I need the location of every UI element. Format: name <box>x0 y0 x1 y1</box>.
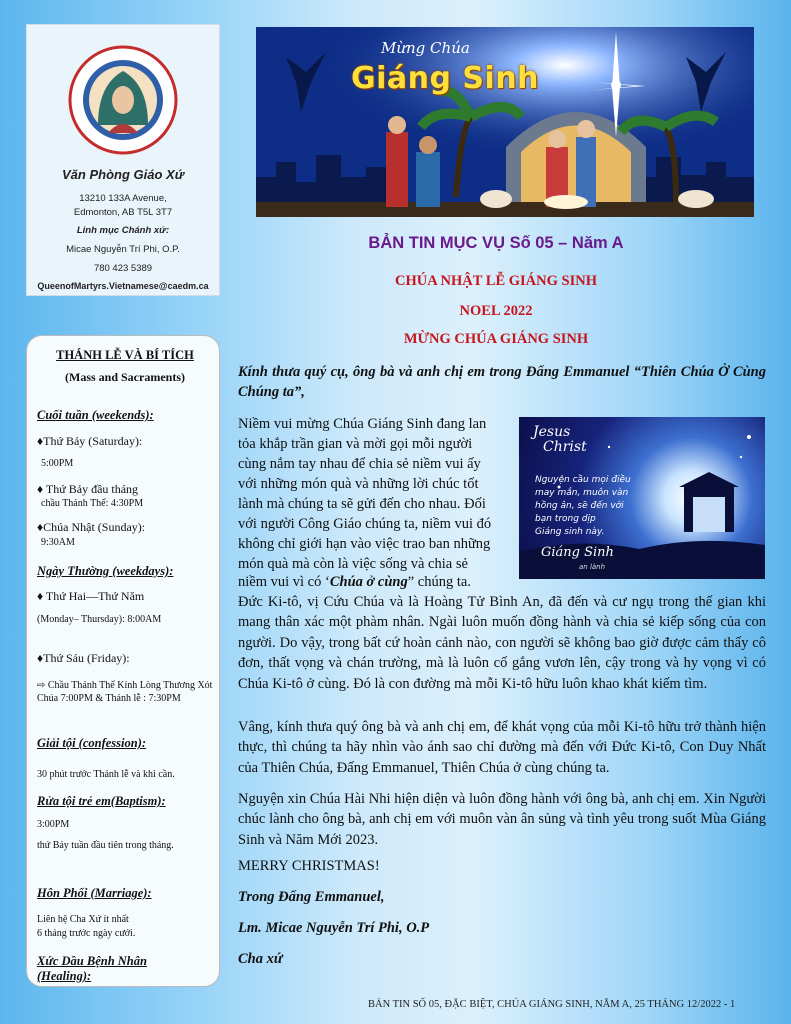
office-email[interactable]: QueenofMartyrs.Vietnamese@caedm.ca <box>37 281 209 291</box>
p1-last-line <box>238 572 518 592</box>
baptism-time: 3:00PM <box>37 819 70 830</box>
p1-line: không chỉ giới hạn vào việc trao ban những <box>238 536 491 552</box>
sunday-label: ♦Chúa Nhật (Sunday): <box>37 520 146 534</box>
banner-title: Giáng Sinh <box>351 61 540 96</box>
weekends-heading: Cuối tuần (weekends): <box>37 408 154 422</box>
greeting-text: Kính thưa quý cụ, ông bà và anh chị em trong Đấng Emmanuel “Thiên Chúa Ở Cùng Chúng ta”, <box>238 364 766 400</box>
p1-line: tỏa khắp trần gian và mời gọi mỗi người <box>238 436 473 452</box>
office-title: Văn Phòng Giáo Xứ <box>62 167 184 182</box>
confession-note: 30 phút trước Thánh lễ và khi cần. <box>37 769 175 780</box>
p1-last-b: ” chúng ta. <box>407 574 471 590</box>
closing-signature: Lm. Micae Nguyễn Trí Phi, O.P <box>238 920 430 936</box>
office-phone: 780 423 5389 <box>93 263 153 274</box>
card-wish-line3: hồng ân, sẽ đến với <box>535 501 624 511</box>
baptism-heading: Rửa tội trẻ em(Baptism): <box>37 794 166 808</box>
weekdays-heading: Ngày Thường (weekdays): <box>37 564 174 578</box>
paragraph-3: Nguyện xin Chúa Hài Nhi hiện diện và luôn đồng hành với ông bà, anh chị em. Xin Người chúc lành cho ông bà, anh chị em với muôn vàn ân sủng và tình yêu trong suốt Mùa Giáng Sinh và Năm Mới 2023. <box>238 791 766 848</box>
merry-christmas: MERRY CHRISTMAS! <box>238 858 380 874</box>
paragraph-1-continued: Đức Ki-tô, vị Cứu Chúa và là Hoàng Tử Bình An, đã đến và cư ngụ trong thế gian khi mang thân xác một phàm nhân. Ngài luôn muốn đồng hành và chia sẻ kiếp sống của con người. Do vậy, trong bất cứ hoàn cảnh nào, con người sẽ không bao giờ được cảm thấy cô đơn, thất vọng và chán trường, mà là luôn cố gắng vươn lên, cậy trong và hy vọng vì có Chúa Ki-tô ở cùng. Đó là con đường mà mỗi Ki-tô hữu luôn khao khát kiếm tìm. <box>238 594 766 692</box>
closing-title: Cha xứ <box>238 951 283 967</box>
nativity-scene-illustration <box>256 27 754 217</box>
office-address-line2: Edmonton, AB T5L 3T7 <box>73 207 173 218</box>
heading-sunday-christmas: CHÚA NHẬT LỄ GIÁNG SINH <box>395 273 597 289</box>
p1-line: với người Công Giáo chúng ta, niềm vui đó <box>238 516 492 532</box>
card-wish-line2: may mắn, muôn vàn <box>535 488 629 498</box>
saturday-label: ♦Thứ Bảy (Saturday): <box>37 434 143 448</box>
parish-office-box <box>26 24 220 296</box>
card-signature-sub: an lành <box>579 563 606 571</box>
monday-thursday-label: ♦ Thứ Hai—Thứ Năm <box>37 589 145 603</box>
bulletin-title: BẢN TIN MỤC VỤ Số 05 – Năm A <box>368 234 624 252</box>
heading-celebrate-christmas: MỪNG CHÚA GIÁNG SINH <box>403 331 589 347</box>
pastor-label: Linh mục Chánh xứ: <box>76 225 170 236</box>
first-saturday-label: ♦ Thứ Bảy đầu tháng <box>37 482 139 496</box>
heading-noel-2022: NOEL 2022 <box>459 303 533 319</box>
baptism-note: thứ Bảy tuần đầu tiên trong tháng. <box>37 840 174 851</box>
jesus-christ-card <box>519 417 765 579</box>
p1-emphasis: Chúa ở cùng <box>329 574 408 590</box>
mass-subtitle: (Mass and Sacraments) <box>65 370 185 384</box>
card-title-christ: Christ <box>543 439 587 455</box>
p1-line: cùng nắm tay nhau để chia sẻ niềm vui ấy <box>238 456 481 472</box>
marriage-heading: Hôn Phối (Marriage): <box>37 886 152 900</box>
monday-thursday-time: (Monday– Thursday): 8:00AM <box>37 614 162 625</box>
page-footer: BẢN TIN SỐ 05, ĐẶC BIỆT, CHÚA GIÁNG SINH, NĂM A, 25 THÁNG 12/2022 - 1 <box>368 999 736 1010</box>
card-signature: Giáng Sinh <box>541 545 614 560</box>
confession-heading: Giải tội (confession): <box>37 736 147 750</box>
mass-sacraments-box <box>26 335 220 987</box>
closing-line1: Trong Đấng Emmanuel, <box>238 889 385 905</box>
card-wish-line4: bạn trong dịp <box>535 514 596 524</box>
friday-note: ⇨ Chầu Thánh Thể Kính Lòng Thương Xót Chúa 7:00PM & Thánh lễ : 7:30PM <box>37 680 213 704</box>
office-address-line1: 13210 133A Avenue, <box>79 193 167 204</box>
card-wish-line1: Nguyện cầu mọi điều <box>535 475 631 485</box>
first-saturday-note: chầu Thánh Thể: 4:30PM <box>41 498 144 509</box>
p1-line: món quà mà còn là việc sống và chia sẻ <box>238 556 468 572</box>
p1-line: lành mà chúng ta sẽ gửi đến cho nhau. Đối <box>238 496 486 512</box>
pastor-name: Micae Nguyễn Trí Phi, O.P. <box>66 244 180 255</box>
paragraph-2: Vâng, kính thưa quý ông bà và anh chị em, để khát vọng của mỗi Ki-tô hữu trở thành hiện thực, thì chúng ta hãy nhìn vào ánh sao chỉ đường mà đến với Đức Ki-tô, Con Duy Nhất của Thiên Chúa, Đấng Emmanuel, Thiên Chúa ở cùng chúng ta. <box>238 719 766 776</box>
marriage-note-line2: 6 tháng trước ngày cưới. <box>37 928 136 939</box>
card-wish-line5: Giáng sinh này. <box>535 527 605 537</box>
marriage-note-line1: Liên hệ Cha Xứ ít nhất <box>37 914 129 925</box>
p1-last-a: niềm vui vì có ‘ <box>238 574 330 590</box>
friday-label: ♦Thứ Sáu (Friday): <box>37 651 130 665</box>
p1-line: với những món quà và những lời chúc tốt <box>238 476 479 492</box>
parish-seal-logo <box>68 45 178 155</box>
sunday-time: 9:30AM <box>41 537 75 548</box>
mass-title: THÁNH LỄ VÀ BÍ TÍCH <box>56 348 194 362</box>
christmas-banner <box>256 27 754 217</box>
healing-heading: Xức Dầu Bệnh Nhân (Healing): <box>37 954 147 983</box>
p1-line: Niềm vui mừng Chúa Giáng Sinh đang lan <box>238 416 487 432</box>
banner-subtitle: Mừng Chúa <box>381 39 470 57</box>
saturday-time: 5:00PM <box>41 458 74 469</box>
card-title-jesus: Jesus <box>533 424 571 440</box>
